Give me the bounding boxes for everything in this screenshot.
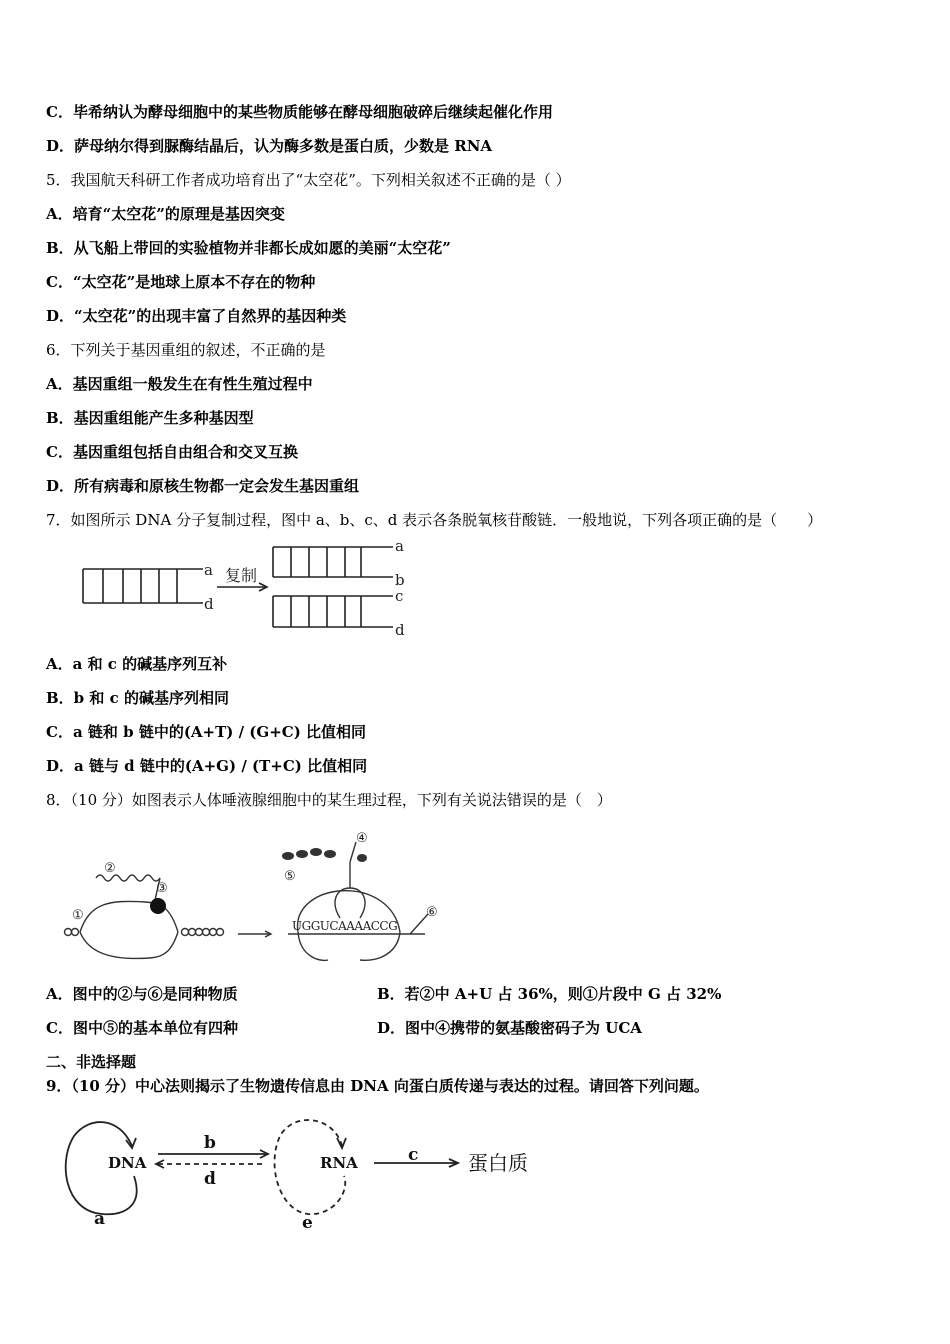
q6-option-a: A．基因重组一般发生在有性生殖过程中 [46, 375, 313, 393]
section-title: 二、非选择题 [46, 1053, 137, 1071]
q8-option-b: B．若②中 A+U 占 36%，则①片段中 G 占 32% [377, 985, 722, 1003]
dna-label: DNA [108, 1154, 147, 1172]
label-d: d [204, 1169, 216, 1189]
q6-option-b: B．基因重组能产生多种基因型 [46, 409, 254, 427]
left-label-d: d [204, 595, 214, 613]
label-1: ① [72, 908, 84, 923]
right-label-b: b [395, 571, 405, 589]
left-label-a: a [204, 561, 213, 579]
label-4: ④ [356, 831, 368, 846]
q5-option-d: D．“太空花”的出现丰富了自然界的基因种类 [46, 307, 347, 325]
q6-option-c: C．基因重组包括自由组合和交叉互换 [46, 443, 298, 461]
q5-option-a: A．培育“太空花”的原理是基因突变 [46, 205, 285, 223]
label-2: ② [104, 861, 116, 876]
q8-option-d: D．图中④携带的氨基酸密码子为 UCA [377, 1019, 642, 1037]
mrna-sequence: UGGUCAAAACCG [292, 919, 398, 933]
q7-stem: 7．如图所示 DNA 分子复制过程，图中 a、b、c、d 表示各条脱氧核苷酸链．一般地说，下列各项正确的是（ ） [46, 511, 823, 529]
q6-option-d: D．所有病毒和原核生物都一定会发生基因重组 [46, 477, 360, 495]
central-dogma-diagram [44, 1106, 564, 1231]
q7-option-b: B．b 和 c 的碱基序列相同 [46, 689, 229, 707]
q4-option-d: D．萨母纳尔得到脲酶结晶后，认为酶多数是蛋白质，少数是 RNA [46, 137, 493, 155]
right-label-d: d [395, 621, 405, 639]
label-3: ③ [156, 881, 168, 896]
label-5: ⑤ [284, 869, 296, 884]
q8-stem: 8．（10 分）如图表示人体唾液腺细胞中的某生理过程，下列有关说法错误的是（ ） [46, 791, 612, 809]
q7-option-d: D．a 链与 d 链中的(A+G) / (T+C) 比值相同 [46, 757, 368, 775]
label-a: a [94, 1209, 106, 1229]
label-b: b [204, 1133, 216, 1153]
q9-stem: 9．（10 分）中心法则揭示了生物遗传信息由 DNA 向蛋白质传递与表达的过程。请回答下列问题。 [46, 1077, 709, 1095]
label-e: e [302, 1213, 313, 1231]
right-label-c: c [395, 587, 404, 605]
q5-option-b: B．从飞船上带回的实验植物并非都长成如愿的美丽“太空花” [46, 239, 451, 257]
replication-arrow-label: 复制 [225, 566, 258, 585]
rna-label: RNA [320, 1154, 358, 1172]
q7-option-c: C．a 链和 b 链中的(A+T) / (G+C) 比值相同 [46, 723, 367, 741]
q6-stem: 6．下列关于基因重组的叙述，不正确的是 [46, 341, 326, 359]
q5-stem: 5．我国航天科研工作者成功培育出了“太空花”。下列相关叙述不正确的是（ ） [46, 171, 571, 189]
q7-option-a: A．a 和 c 的碱基序列互补 [46, 655, 228, 673]
q8-option-a: A．图中的②与⑥是同种物质 [46, 985, 238, 1003]
q5-option-c: C．“太空花”是地球上原本不存在的物种 [46, 273, 316, 291]
label-6: ⑥ [426, 905, 438, 920]
dna-replication-diagram [75, 535, 420, 640]
q8-option-c: C．图中⑤的基本单位有四种 [46, 1019, 238, 1037]
label-c: c [408, 1145, 419, 1165]
protein-label: 蛋白质 [468, 1151, 528, 1175]
transcription-translation-diagram [60, 822, 450, 972]
q4-option-c: C．毕希纳认为酵母细胞中的某些物质能够在酵母细胞破碎后继续起催化作用 [46, 103, 553, 121]
right-label-a: a [395, 537, 404, 555]
